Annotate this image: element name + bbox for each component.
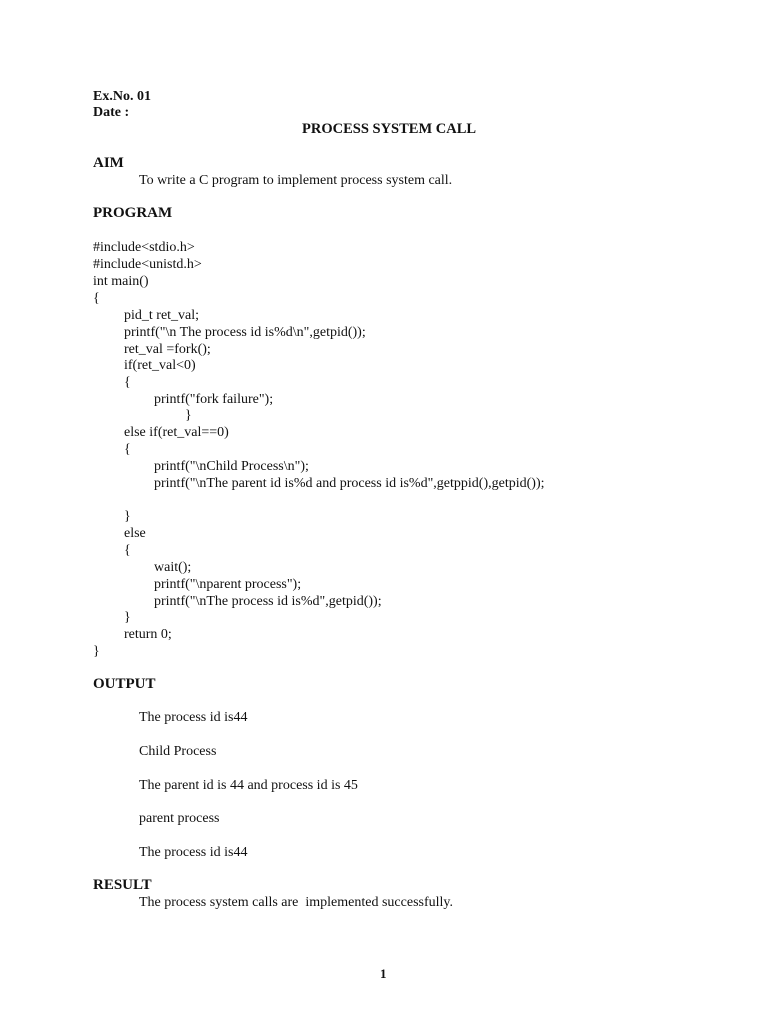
page-title: PROCESS SYSTEM CALL: [302, 121, 477, 137]
code-line: printf("\nChild Process\n");: [154, 459, 309, 474]
code-line: printf("fork failure");: [154, 392, 274, 407]
result-text: The process system calls are implemented successfully.: [139, 895, 453, 910]
code-line: printf("\nThe process id is%d",getpid());: [154, 594, 382, 609]
code-line: ret_val =fork();: [124, 342, 211, 357]
aim-text: To write a C program to implement process system call.: [139, 173, 453, 188]
code-line: {: [124, 543, 131, 558]
output-heading: OUTPUT: [93, 676, 156, 692]
code-line: }: [93, 644, 100, 659]
code-line: {: [124, 442, 131, 457]
exercise-number: Ex.No. 01: [93, 89, 151, 104]
output-line: The process id is44: [139, 845, 248, 860]
output-line: The process id is44: [139, 710, 248, 725]
code-line: int main(): [93, 274, 149, 289]
code-line: {: [93, 291, 100, 306]
code-line: }: [185, 408, 192, 423]
code-line: else if(ret_val==0): [124, 425, 229, 440]
code-line: pid_t ret_val;: [124, 308, 200, 323]
date-label: Date :: [93, 105, 130, 120]
code-line: wait();: [154, 560, 192, 575]
code-line: return 0;: [124, 627, 172, 642]
code-line: #include<stdio.h>: [93, 240, 195, 255]
code-line: else: [124, 526, 146, 541]
code-line: printf("\nThe parent id is%d and process id is%d",getppid(),getpid());: [154, 476, 545, 491]
output-line: Child Process: [139, 744, 217, 759]
page-number: 1: [380, 966, 387, 981]
aim-heading: AIM: [93, 155, 124, 171]
code-line: if(ret_val<0): [124, 358, 196, 373]
code-line: }: [124, 509, 131, 524]
code-line: #include<unistd.h>: [93, 257, 202, 272]
code-line: printf("\nparent process");: [154, 577, 302, 592]
code-line: printf("\n The process id is%d\n",getpid());: [124, 325, 366, 340]
program-heading: PROGRAM: [93, 205, 173, 221]
result-heading: RESULT: [93, 877, 152, 893]
code-line: {: [124, 375, 131, 390]
output-line: parent process: [139, 811, 220, 826]
output-line: The parent id is 44 and process id is 45: [139, 778, 358, 793]
code-line: }: [124, 610, 131, 625]
